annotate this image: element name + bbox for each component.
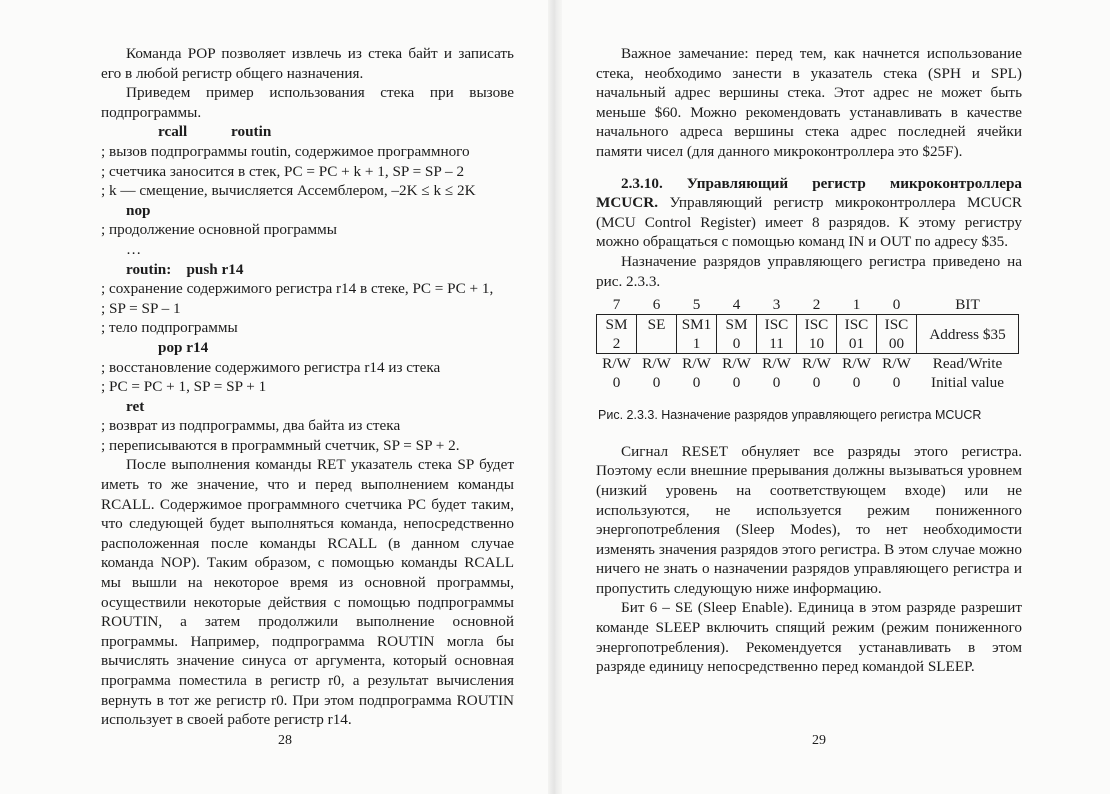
bit-name: SM <box>597 315 637 335</box>
example-intro: Приведем пример использования стека при вызове подпрограммы. <box>101 84 514 121</box>
init-cell: 0 <box>772 374 781 392</box>
init-cell: 0 <box>732 374 741 392</box>
code-comment: ; PC = PC + 1, SP = SP + 1 <box>101 378 267 396</box>
book-gutter <box>548 0 562 794</box>
rw-cell: R/W <box>762 355 791 373</box>
bit-number: 2 <box>812 296 821 314</box>
bit-number: 0 <box>892 296 901 314</box>
init-cell: 0 <box>852 374 861 392</box>
bit-name: SE <box>637 315 677 335</box>
code-comment: ; тело подпрограммы <box>101 319 238 337</box>
rw-cell: R/W <box>642 355 671 373</box>
figure-caption: Рис. 2.3.3. Назначение разрядов управляющего регистра MCUCR <box>598 408 982 423</box>
bit-name: ISC <box>757 315 797 335</box>
bit-label: BIT <box>955 296 980 314</box>
page-number: 28 <box>278 733 292 748</box>
bit-subscript: 2 <box>597 334 637 354</box>
bit-number: 6 <box>652 296 661 314</box>
rw-cell: R/W <box>602 355 631 373</box>
bit-name: ISC <box>797 315 837 335</box>
bit-subscript <box>637 334 677 354</box>
rw-cell: R/W <box>722 355 751 373</box>
rw-cell: R/W <box>682 355 711 373</box>
rw-cell: R/W <box>842 355 871 373</box>
code-comment: ; возврат из подпрограммы, два байта из стека <box>101 417 401 435</box>
init-cell: 0 <box>892 374 901 392</box>
code-comment: ; восстановление содержимого регистра r14 из стека <box>101 358 441 376</box>
code-line: ret <box>126 397 145 415</box>
init-label: Initial value <box>931 374 1004 392</box>
rw-cell: R/W <box>882 355 911 373</box>
init-cell: 0 <box>652 374 661 392</box>
bit-number: 7 <box>612 296 621 314</box>
init-cell: 0 <box>692 374 701 392</box>
code-comment: ; SP = SP – 1 <box>101 299 181 317</box>
register-table <box>596 295 1019 392</box>
bit-number: 4 <box>732 296 741 314</box>
bit-subscript: 1 <box>677 334 717 354</box>
page-number: 29 <box>812 733 826 748</box>
read-write-row <box>597 354 1019 374</box>
init-cell: 0 <box>612 374 621 392</box>
section-heading: 2.3.10. Управляющий регистр микроконтроллера MCUCR. <box>596 174 1022 212</box>
code-comment: ; сохранение содержимого регистра r14 в стеке, PC = PC + 1, <box>101 280 494 298</box>
bit-number: 3 <box>772 296 781 314</box>
reset-paragraph: Сигнал RESET обнуляет все разряды этого регистра. Поэтому если внешние прерывания должны вызываться уровнем (низкий уровень на соответствующем входе) или не используются, не используется режим пониженного энергопотребления (Sleep Modes), то нет необходимости изменять значения разрядов этого регистра. В этом случае можно ничего не знать о назначении разрядов управляющего регистра и пропустить следующую ниже информацию. <box>596 442 1022 597</box>
code-line: rcall routin <box>158 123 272 141</box>
code-comment: ; вызов подпрограммы routin, содержимое программного <box>101 142 470 160</box>
rw-cell: R/W <box>802 355 831 373</box>
bit6-paragraph: Бит 6 – SE (Sleep Enable). Единица в этом разряде разрешит команде SLEEP включить спящий режим (режим пониженного энергопотребления). Рекомендуется устанавливать в этом разряде единицу непосредственно перед командой SLEEP. <box>596 599 1022 676</box>
bit-subscript: 10 <box>797 334 837 354</box>
pop-paragraph: Команда POP позволяет извлечь из стека байт и записать его в любой регистр общего назначения. <box>101 45 514 82</box>
bit-name-row <box>597 315 1019 335</box>
bit-subscript: 0 <box>717 334 757 354</box>
code-comment: ; счетчика заносится в стек, PC = PC + k + 1, SP = SP – 2 <box>101 162 465 180</box>
code-comment: ; переписываются в программный счетчик, SP = SP + 2. <box>101 436 460 454</box>
bit-subscript: 00 <box>877 334 917 354</box>
bit-number: 5 <box>692 296 701 314</box>
bit-name: ISC <box>877 315 917 335</box>
assignment-paragraph: Назначение разрядов управляющего регистра приведено на рис. 2.3.3. <box>596 252 1022 290</box>
bit-name: SM1 <box>677 315 717 335</box>
left-page-text <box>101 44 514 730</box>
bit-number-row <box>597 295 1019 315</box>
code-line: pop r14 <box>158 338 209 356</box>
init-cell: 0 <box>812 374 821 392</box>
code-comment: ; продолжение основной программы <box>101 221 337 239</box>
ret-explanation-paragraph: После выполнения команды RET указатель стека SP будет иметь то же значение, что и перед выполнением команды RCALL. Содержимое программного счетчика PC будет таким, что следующей будет выполняться команда, непосредственно расположенная после команды RCALL (в данном случае команда NOP). Таким образом, с помощью команды RCALL мы вышли на некоторое время из основной программы, осуществили некоторые действия с помощью подпрограммы ROUTIN, а затем продолжили выполнение основной программы. Например, подпрограмма ROUTIN могла бы вычислять значение синуса от аргумента, который основная программа поместила в регистр r0, а результат вычисления вернуть в тот же регистр r0. При этом подпрограмма ROUTIN использует в своей работе регистр r14. <box>101 456 514 729</box>
bit-subscript: 01 <box>837 334 877 354</box>
register-address: Address $35 <box>917 315 1019 354</box>
initial-value-row <box>597 373 1019 392</box>
bit-subscript: 11 <box>757 334 797 354</box>
code-ellipsis: … <box>126 240 142 258</box>
right-page <box>562 0 1110 794</box>
rw-label: Read/Write <box>932 355 1003 373</box>
code-comment: ; k — смещение, вычисляется Ассемблером, –2K ≤ k ≤ 2K <box>101 182 476 200</box>
bit-name: ISC <box>837 315 877 335</box>
important-note-paragraph: Важное замечание: перед тем, как начнется использование стека, необходимо занести в указатель стека (SPH и SPL) начальный адрес вершины стека. Этот адрес не может быть меньше $60. Можно рекомендовать устанавливать в качестве начального адреса вершины стека адрес последней ячейки памяти чисел (для данного микроконтроллера это $25F). <box>596 45 1022 160</box>
code-line: routin: push r14 <box>126 260 244 278</box>
section-text: Управляющий регистр микроконтроллера MCUCR (MCU Control Register) имеет 8 разрядов. К этому регистру можно обращаться с помощью команд IN и OUT по адресу $35. <box>596 194 1022 251</box>
right-page-text <box>596 44 1022 677</box>
bit-name: SM <box>717 315 757 335</box>
section-paragraph <box>596 174 1022 252</box>
bit-number: 1 <box>852 296 861 314</box>
code-line: nop <box>126 201 151 219</box>
left-page <box>0 0 548 794</box>
